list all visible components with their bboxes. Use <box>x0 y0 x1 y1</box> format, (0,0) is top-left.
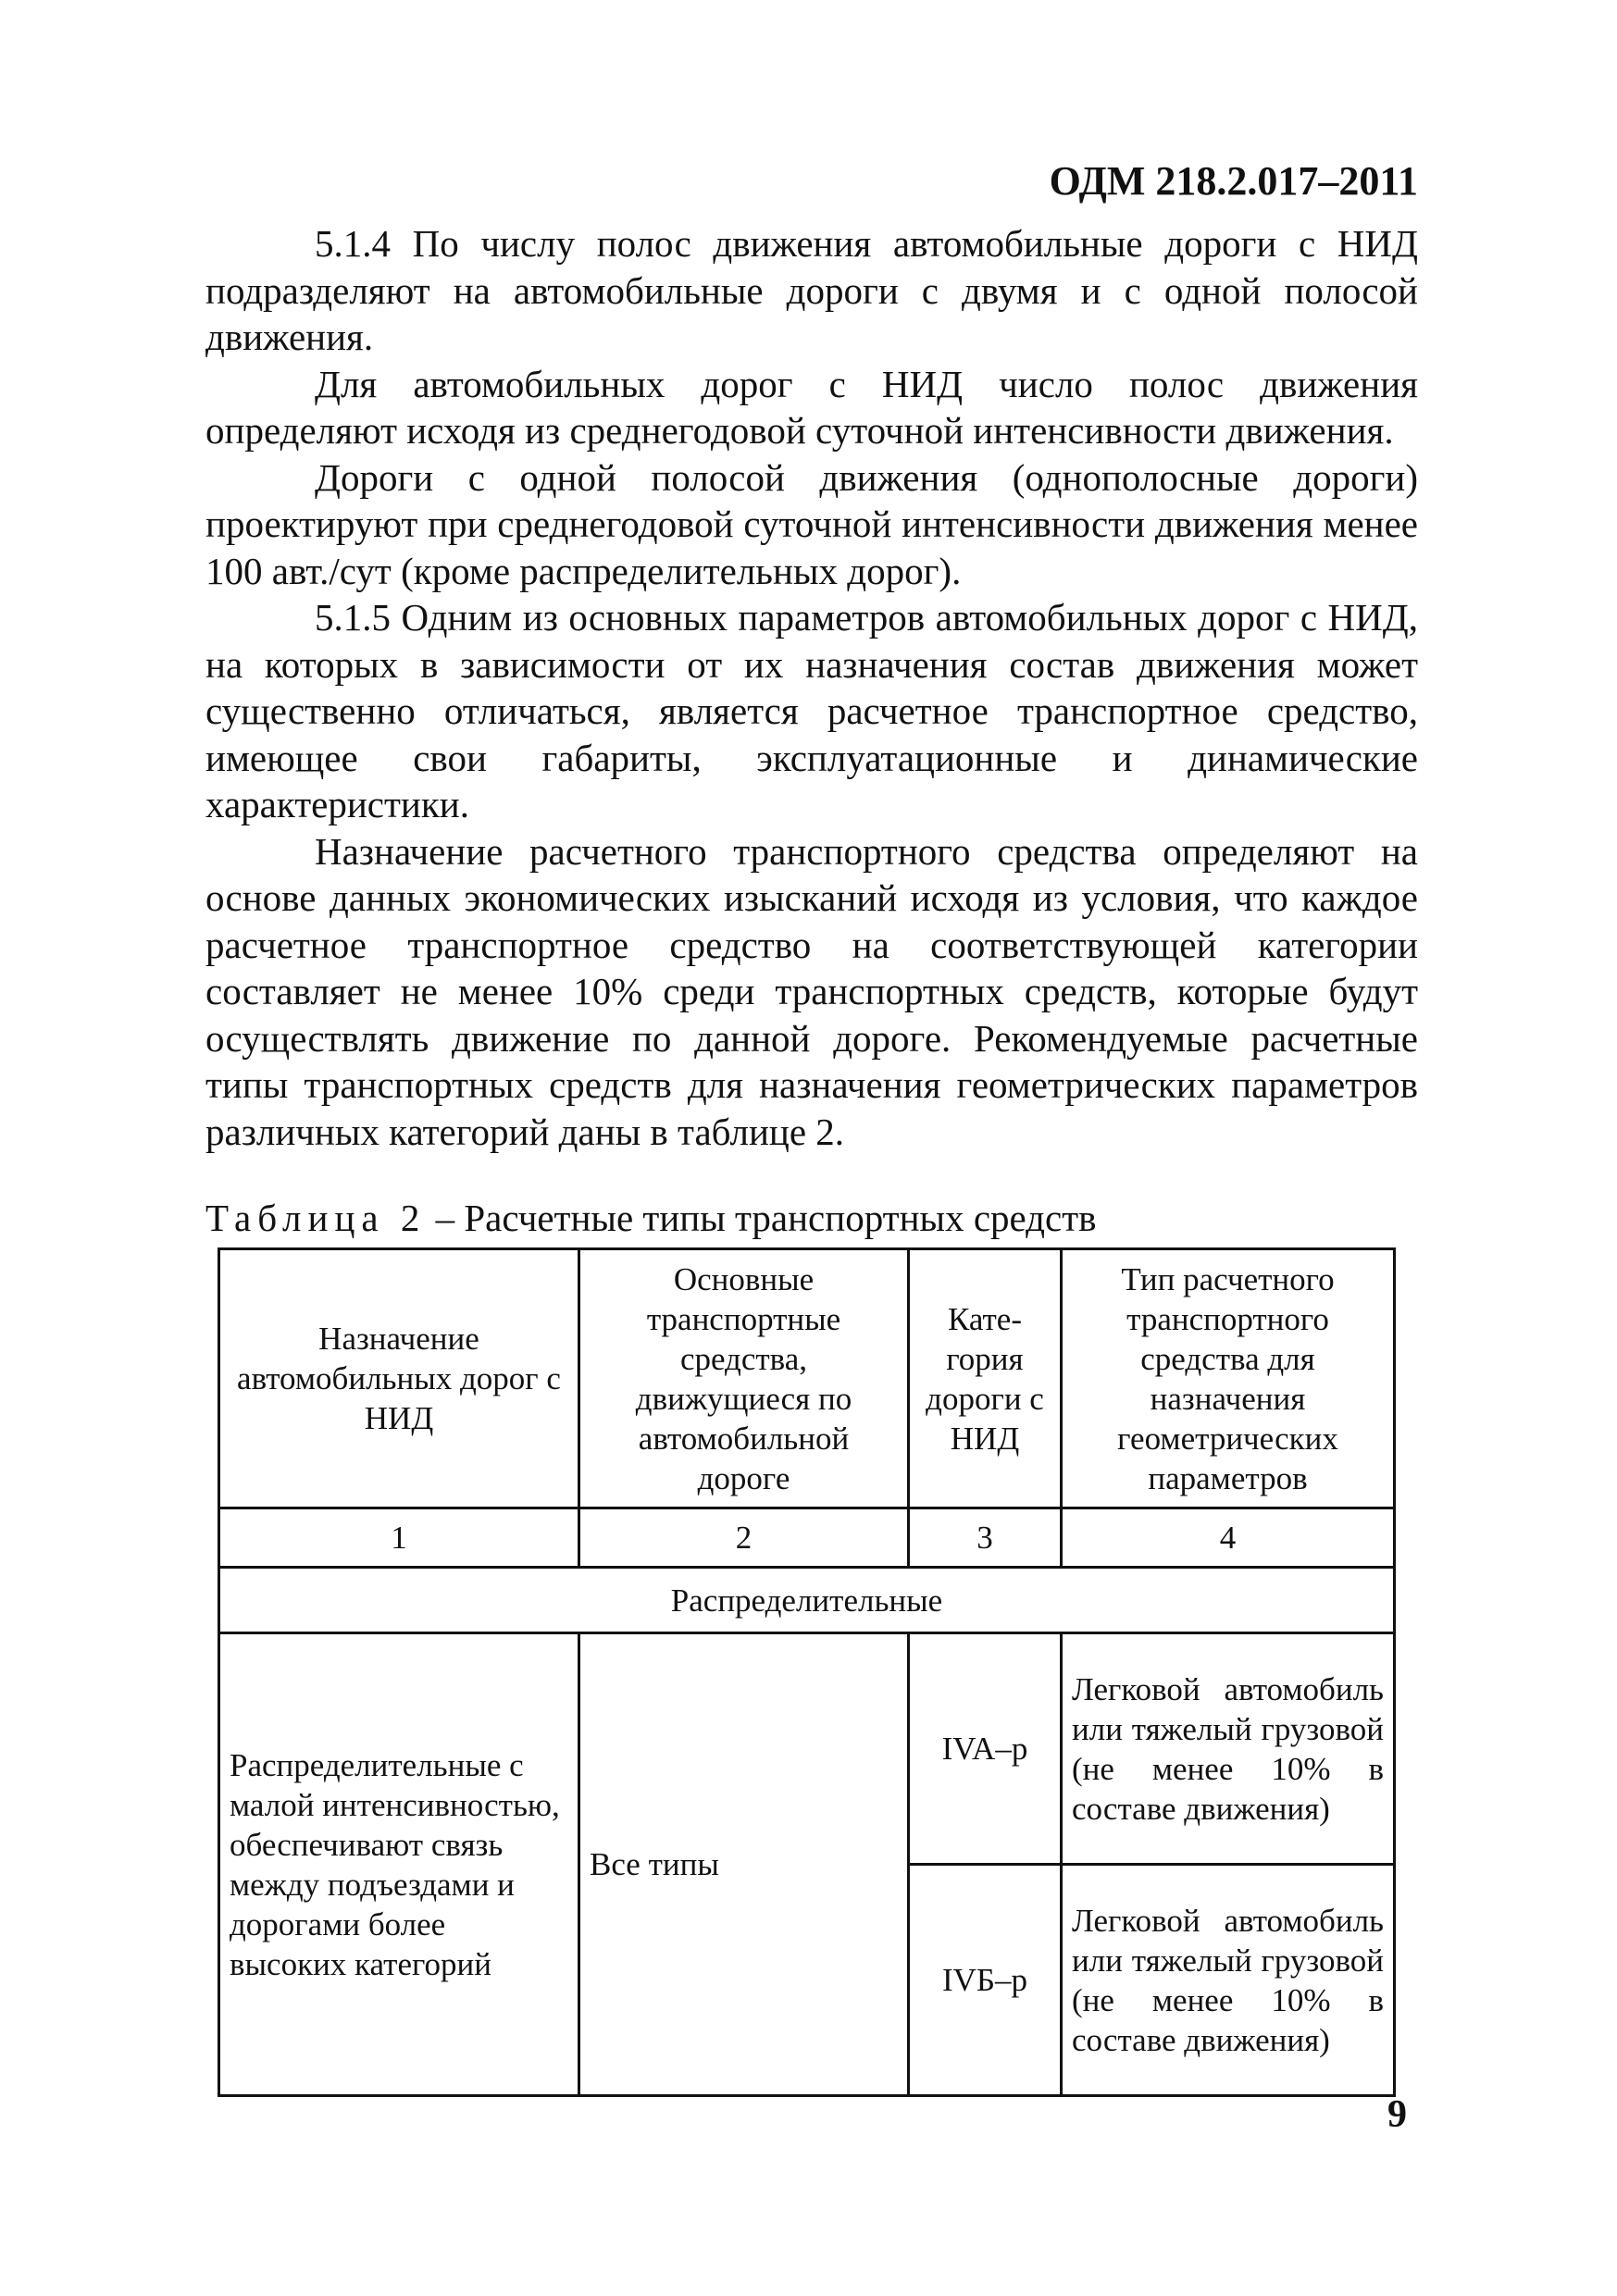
document-code: ОДМ 218.2.017–2011 <box>1049 158 1418 204</box>
column-number-3: 3 <box>909 1508 1062 1568</box>
header-vehicles: Основные транспортные средства, движущиеся по автомобильной дороге <box>579 1249 909 1508</box>
paragraph-5-1-4: 5.1.4 По числу полос движения автомобильные дороги с НИД подразделяют на автомобильные дороги с двумя и с одной полосой движения. <box>205 222 1418 358</box>
header-purpose: Назначение автомобильных дорог с НИД <box>219 1249 579 1508</box>
column-number-2: 2 <box>579 1508 909 1568</box>
section-title: Распределительные <box>219 1568 1395 1633</box>
cell-category-iva: IVA–р <box>909 1633 1062 1865</box>
cell-vehicles: Все типы <box>579 1633 909 2096</box>
cell-category-ivb: IVБ–р <box>909 1865 1062 2096</box>
cell-design-vehicle-ivb: Легковой автомобиль или тяжелый грузовой (не менее 10% в составе движения) <box>1062 1865 1395 2096</box>
cell-design-vehicle-iva: Легковой автомобиль или тяжелый грузовой (не менее 10% в составе движения) <box>1062 1633 1395 1865</box>
page-number: 9 <box>1387 2093 1407 2136</box>
column-number-1: 1 <box>219 1508 579 1568</box>
table-row <box>219 1633 1395 1865</box>
body-text <box>205 220 1418 1155</box>
column-number-row <box>219 1508 1395 1568</box>
header-design-vehicle: Тип расчетного транспортного средства для назначения геометрических параметров <box>1062 1249 1395 1508</box>
header-category: Кате-гория дороги с НИД <box>909 1249 1062 1508</box>
paragraph-design-vehicle: Назначение расчетного транспортного средства определяют на основе данных экономических изысканий исходя из условия, что каждое расчетное транспортное средство на соответствующей категории составляет не менее 10% среди транспортных средств, которые будут осуществлять движение по данной дороге. Рекомендуемые расчетные типы транспортных средств для назначения геометрических параметров различных категорий даны в таблице 2. <box>205 829 1418 1153</box>
table-header-row <box>219 1249 1395 1508</box>
design-vehicles-table <box>218 1247 1396 2097</box>
paragraph-lane-count: Для автомобильных дорог с НИД число полос движения определяют исходя из среднегодовой суточной интенсивности движения. <box>205 362 1418 452</box>
cell-purpose: Распределительные с малой интенсивностью, обеспечивают связь между подъездами и дорогами более высоких категорий <box>219 1633 579 2096</box>
column-number-4: 4 <box>1062 1508 1395 1568</box>
paragraph-5-1-5: 5.1.5 Одним из основных параметров автомобильных дорог с НИД, на которых в зависимости от их назначения состав движения может существенно отличаться, является расчетное транспортное средство, имеющее свои габариты, эксплуатационные и динамические характеристики. <box>205 596 1418 825</box>
table-caption <box>205 1196 1409 1240</box>
table-caption-text: – Расчетные типы транспортных средств <box>426 1197 1097 1239</box>
paragraph-single-lane: Дороги с одной полосой движения (однополосные дороги) проектируют при среднегодовой суточной интенсивности движения менее 100 авт./сут (кроме распределительных дорог). <box>205 455 1418 592</box>
section-row <box>219 1568 1395 1633</box>
table-caption-label: Таблица 2 <box>205 1197 427 1239</box>
